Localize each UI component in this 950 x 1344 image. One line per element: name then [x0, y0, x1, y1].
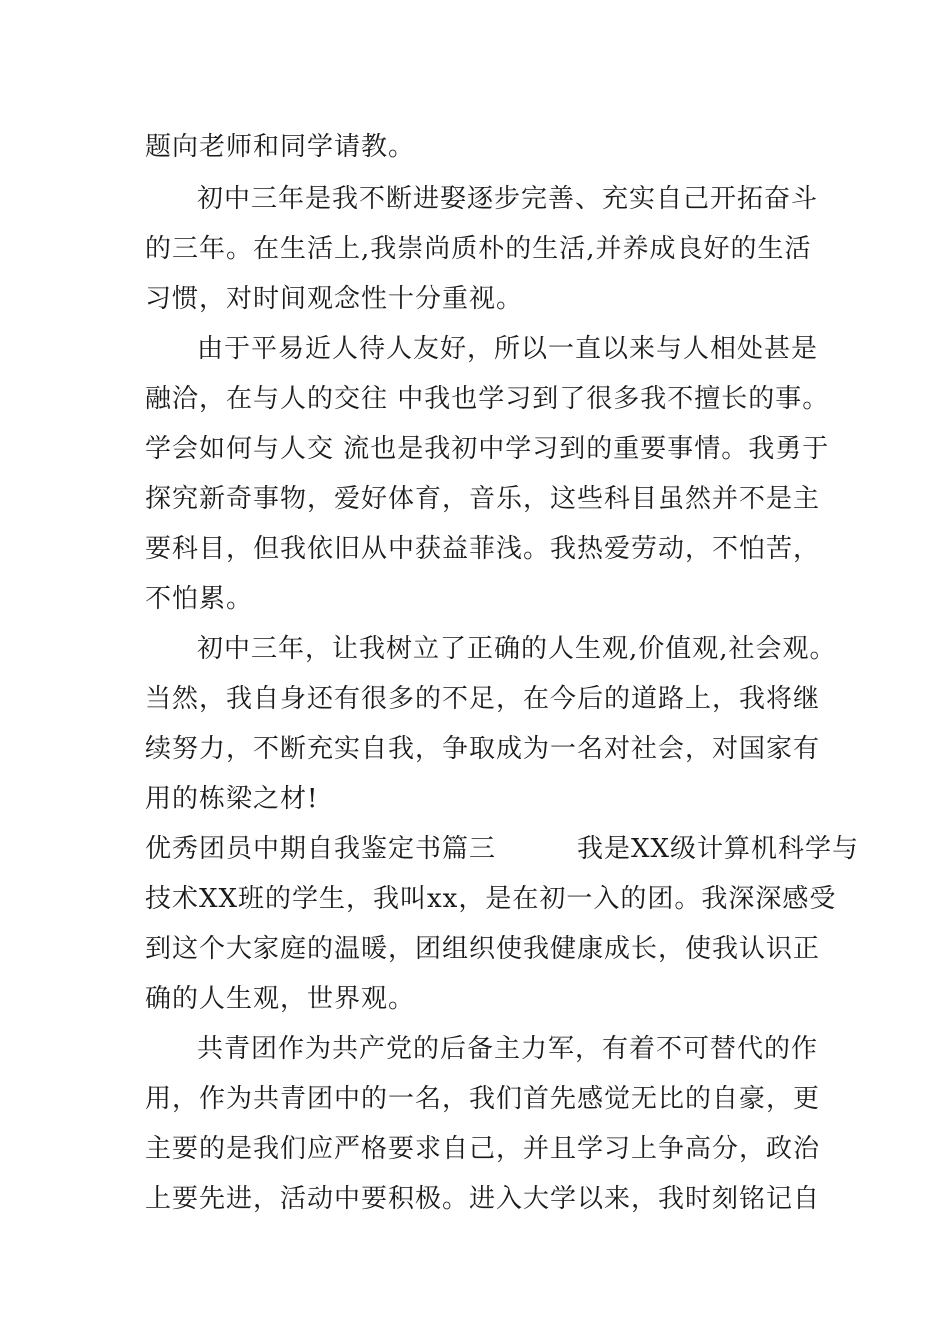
- text-line: 用，作为共青团中的一名，我们首先感觉无比的自豪，更: [145, 1084, 821, 1114]
- text-line: 的三年。在生活上,我崇尚质朴的生活,并养成良好的生活: [145, 234, 812, 264]
- text-line: 习惯，对时间观念性十分重视。: [145, 284, 524, 314]
- text-line: 融洽，在与人的交往 中我也学习到了很多我不擅长的事。: [145, 384, 830, 414]
- text-line: 上要先进，活动中要积极。进入大学以来，我时刻铭记自: [145, 1184, 821, 1214]
- section-heading-line: 优秀团员中期自我鉴定书篇三 我是XX级计算机科学与: [145, 834, 860, 864]
- text-line: 要科目，但我依旧从中获益菲浅。我热爱劳动，不怕苦，: [145, 534, 821, 564]
- text-line: 到这个大家庭的温暖，团组织使我健康成长，使我认识正: [145, 934, 821, 964]
- paragraph-first-line: 由于平易近人待人友好，所以一直以来与人相处甚是: [197, 334, 819, 364]
- paragraph-first-line: 共青团作为共产党的后备主力军，有着不可替代的作: [197, 1034, 819, 1064]
- text-line: 用的栋梁之材!: [145, 784, 319, 814]
- paragraph-first-line: 初中三年，让我树立了正确的人生观,价值观,社会观。: [197, 634, 837, 664]
- paragraph-first-line: 初中三年是我不断进娶逐步完善、充实自己开拓奋斗: [197, 184, 819, 214]
- text-line: 探究新奇事物，爱好体育，音乐，这些科目虽然并不是主: [145, 484, 821, 514]
- text-line: 学会如何与人交 流也是我初中学习到的重要事情。我勇于: [145, 434, 830, 464]
- text-line: 主要的是我们应严格要求自己，并且学习上争高分，政治: [145, 1134, 821, 1164]
- text-line: 不怕累。: [145, 584, 254, 614]
- text-line: 题向老师和同学请教。: [145, 132, 416, 162]
- text-line: 续努力，不断充实自我，争取成为一名对社会，对国家有: [145, 734, 821, 764]
- text-line: 技术XX班的学生，我叫xx，是在初一入的团。我深深感受: [145, 884, 837, 914]
- text-line: 确的人生观，世界观。: [145, 984, 416, 1014]
- text-line: 当然，我自身还有很多的不足，在今后的道路上，我将继: [145, 684, 821, 714]
